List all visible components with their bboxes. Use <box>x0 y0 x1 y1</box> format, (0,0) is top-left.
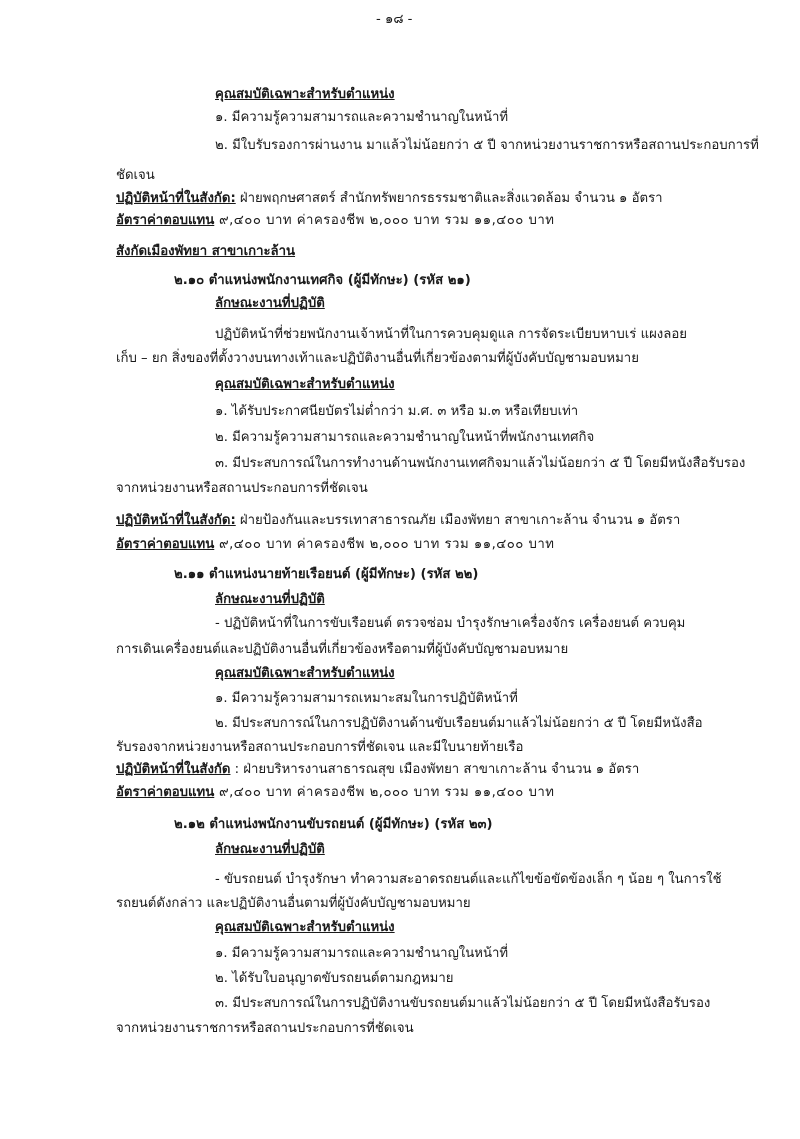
pay-value: ๙,๔๐๐ บาท ค่าครองชีพ ๒,๐๐๐ บาท รวม ๑๑,๔๐๐ บาท <box>214 785 555 800</box>
work-description: - ปฏิบัติหน้าที่ในการขับเรือยนต์ ตรวจซ่อม บำรุงรักษาเครื่องจักร เครื่องยนต์ ควบคุม <box>215 616 686 631</box>
qualification-item: ๑. มีความรู้ความสามารถและความชำนาญในหน้าที่ <box>215 110 509 125</box>
work-heading: ลักษณะงานที่ปฏิบัติ <box>215 592 325 607</box>
duty-line <box>116 760 639 780</box>
qualification-item: ๒. ได้รับใบอนุญาตขับรถยนต์ตามกฎหมาย <box>215 971 454 986</box>
duty-value: ฝ่ายพฤกษศาสตร์ สำนักทรัพยากรธรรมชาติและสิ่งแวดล้อม จำนวน ๑ อัตรา <box>235 191 663 206</box>
duty-label: ปฏิบัติหน้าที่ในสังกัด: <box>116 191 236 206</box>
qualification-heading: คุณสมบัติเฉพาะสำหรับตำแหน่ง <box>215 377 395 392</box>
pay-label: อัตราค่าตอบแทน <box>116 213 215 228</box>
work-description: - ขับรถยนต์ บำรุงรักษา ทำความสะอาดรถยนต์และแก้ไขข้อขัดข้องเล็ก ๆ น้อย ๆ ในการใช้ <box>215 872 722 887</box>
qualification-item-continuation: รับรองจากหน่วยงานหรือสถานประกอบการที่ชัดเจน และมีใบนายท้ายเรือ <box>116 740 524 755</box>
pay-label: อัตราค่าตอบแทน <box>116 537 215 552</box>
pay-value: ๙,๔๐๐ บาท ค่าครองชีพ ๒,๐๐๐ บาท รวม ๑๑,๔๐๐ บาท <box>214 537 555 552</box>
qualification-item: ๓. มีประสบการณ์ในการปฏิบัติงานขับรถยนต์มาแล้วไม่น้อยกว่า ๕ ปี โดยมีหนังสือรับรอง <box>215 996 711 1011</box>
qualification-item: ๑. มีความรู้ความสามารถและความชำนาญในหน้าที่ <box>215 946 509 961</box>
qualification-item: ๒. มีความรู้ความสามารถและความชำนาญในหน้าที่พนักงานเทศกิจ <box>215 430 595 445</box>
qualification-item: ๑. ได้รับประกาศนียบัตรไม่ต่ำกว่า ม.ศ. ๓ หรือ ม.๓ หรือเทียบเท่า <box>215 404 579 419</box>
work-description: เก็บ – ยก สิ่งของที่ตั้งวางบนทางเท้าและปฏิบัติงานอื่นที่เกี่ยวข้องตามที่ผู้บังคับบัญชามอบหมาย <box>116 351 639 366</box>
duty-value: : ฝ่ายบริหารงานสาธารณสุข เมืองพัทยา สาขาเกาะล้าน จำนวน ๑ อัตรา <box>230 762 640 777</box>
qualification-item-continuation: จากหน่วยงานราชการหรือสถานประกอบการที่ชัดเจน <box>116 1021 414 1036</box>
duty-value: ฝ่ายป้องกันและบรรเทาสาธารณภัย เมืองพัทยา สาขาเกาะล้าน จำนวน ๑ อัตรา <box>235 513 681 528</box>
qualification-item: ๒. มีประสบการณ์ในการปฏิบัติงานด้านขับเรือยนต์มาแล้วไม่น้อยกว่า ๕ ปี โดยมีหนังสือ <box>215 716 703 731</box>
qualification-heading: คุณสมบัติเฉพาะสำหรับตำแหน่ง <box>215 87 395 102</box>
work-heading: ลักษณะงานที่ปฏิบัติ <box>215 842 325 857</box>
qualification-item-continuation: จากหน่วยงานหรือสถานประกอบการที่ชัดเจน <box>116 481 368 496</box>
pay-label: อัตราค่าตอบแทน <box>116 785 215 800</box>
pay-line <box>116 535 555 555</box>
qualification-item: ๒. มีใบรับรองการผ่านงาน มาแล้วไม่น้อยกว่า ๕ ปี จากหน่วยงานราชการหรือสถานประกอบการที่ <box>215 138 759 153</box>
work-description: ปฏิบัติหน้าที่ช่วยพนักงานเจ้าหน้าที่ในการควบคุมดูแล การจัดระเบียบหาบเร่ แผงลอย <box>215 327 687 342</box>
page-number: - ๑๘ - <box>376 12 413 27</box>
pay-line <box>116 211 555 231</box>
work-description: รถยนต์ดังกล่าว และปฏิบัติงานอื่นตามที่ผู้บังคับบัญชามอบหมาย <box>116 896 471 911</box>
qualification-item-continuation: ชัดเจน <box>116 168 155 183</box>
position-title: ๒.๑๑ ตำแหน่งนายท้ายเรือยนต์ (ผู้มีทักษะ) (รหัส ๒๒) <box>174 567 479 582</box>
duty-label: ปฏิบัติหน้าที่ในสังกัด: <box>116 513 236 528</box>
qualification-heading: คุณสมบัติเฉพาะสำหรับตำแหน่ง <box>215 920 395 935</box>
work-heading: ลักษณะงานที่ปฏิบัติ <box>215 296 325 311</box>
position-title: ๒.๑๐ ตำแหน่งพนักงานเทศกิจ (ผู้มีทักษะ) (รหัส ๒๑) <box>174 273 471 288</box>
qualification-heading: คุณสมบัติเฉพาะสำหรับตำแหน่ง <box>215 666 395 681</box>
work-description: การเดินเครื่องยนต์และปฏิบัติงานอื่นที่เกี่ยวข้องหรือตามที่ผู้บังคับบัญชามอบหมาย <box>116 642 569 657</box>
position-title: ๒.๑๒ ตำแหน่งพนักงานขับรถยนต์ (ผู้มีทักษะ) (รหัส ๒๓) <box>174 817 493 832</box>
pay-value: ๙,๔๐๐ บาท ค่าครองชีพ ๒,๐๐๐ บาท รวม ๑๑,๔๐๐ บาท <box>214 213 555 228</box>
pay-line <box>116 783 555 803</box>
qualification-item: ๑. มีความรู้ความสามารถเหมาะสมในการปฏิบัติหน้าที่ <box>215 691 518 706</box>
duty-line <box>116 511 680 531</box>
duty-line <box>116 189 663 209</box>
duty-label: ปฏิบัติหน้าที่ในสังกัด <box>116 762 231 777</box>
section-heading: สังกัดเมืองพัทยา สาขาเกาะล้าน <box>116 244 296 259</box>
qualification-item: ๓. มีประสบการณ์ในการทำงานด้านพนักงานเทศกิจมาแล้วไม่น้อยกว่า ๕ ปี โดยมีหนังสือรับรอง <box>215 456 746 471</box>
